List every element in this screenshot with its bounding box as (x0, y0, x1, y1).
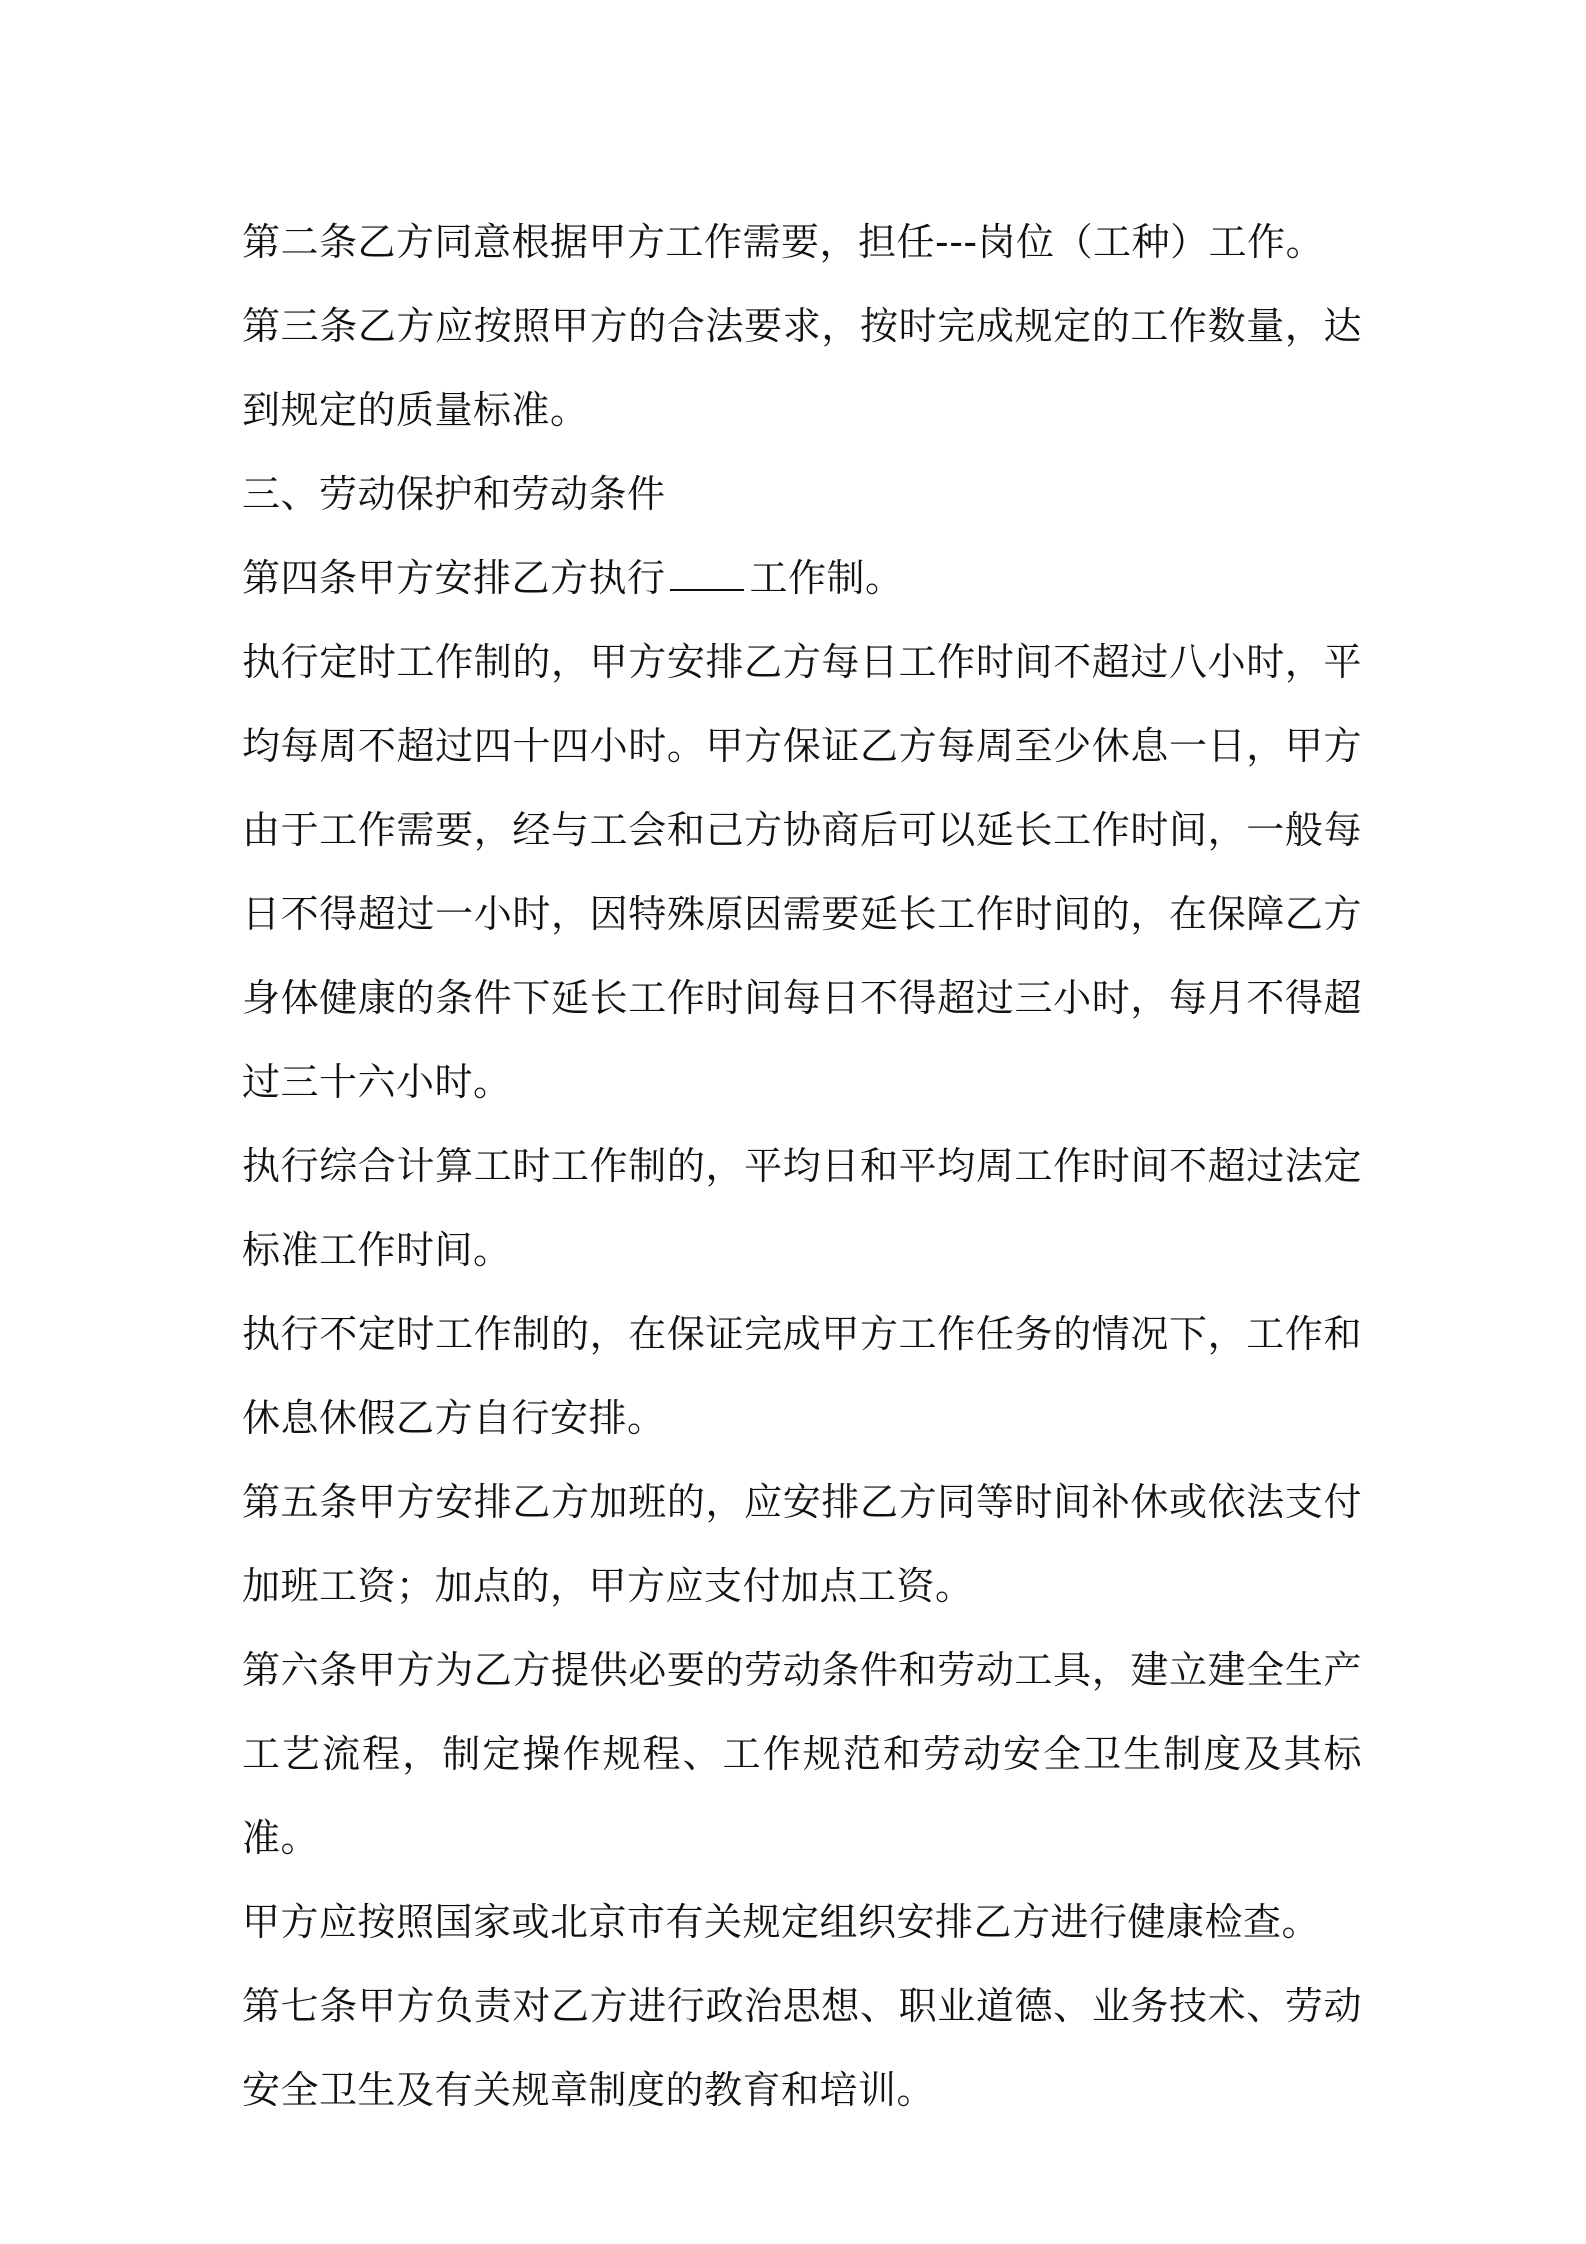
article-2: 第二条乙方同意根据甲方工作需要，担任---岗位（工种）工作。 (242, 220, 1325, 264)
comprehensive-hours-paragraph: 执行综合计算工时工作制的，平均日和平均周工作时间不超过法定标准工作时间。 (242, 1144, 1362, 1272)
flexible-hours-paragraph: 执行不定时工作制的，在保证完成甲方工作任务的情况下，工作和休息休假乙方自行安排。 (242, 1312, 1362, 1440)
section-heading-3: 三、劳动保护和劳动条件 (242, 472, 666, 516)
fixed-hours-paragraph: 执行定时工作制的，甲方安排乙方每日工作时间不超过八小时，平均每周不超过四十四小时。甲方保证乙方每周至少休息一日，甲方由于工作需要，经与工会和己方协商后可以延长工作时间，一般每日不得超过一小时，因特殊原因需要延长工作时间的，在保障乙方身体健康的条件下延长工作时间每日不得超过三小时，每月不得超过三十六小时。 (242, 640, 1362, 1104)
article-3: 第三条乙方应按照甲方的合法要求，按时完成规定的工作数量，达到规定的质量标准。 (242, 304, 1362, 432)
article-6: 第六条甲方为乙方提供必要的劳动条件和劳动工具，建立建全生产工艺流程，制定操作规程、工作规范和劳动安全卫生制度及其标准。 (242, 1648, 1362, 1860)
article-4-text-after: 工作制。 (749, 556, 904, 600)
article-7: 第七条甲方负责对乙方进行政治思想、职业道德、业务技术、劳动安全卫生及有关规章制度的教育和培训。 (242, 1984, 1362, 2112)
health-check-paragraph: 甲方应按照国家或北京市有关规定组织安排乙方进行健康检查。 (242, 1900, 1321, 1944)
article-4 (242, 536, 1362, 620)
document-body (242, 200, 1362, 2132)
article-5: 第五条甲方安排乙方加班的，应安排乙方同等时间补休或依法支付加班工资；加点的，甲方应支付加点工资。 (242, 1480, 1362, 1608)
fill-in-blank (670, 545, 744, 591)
article-4-text-before: 第四条甲方安排乙方执行 (242, 556, 666, 600)
